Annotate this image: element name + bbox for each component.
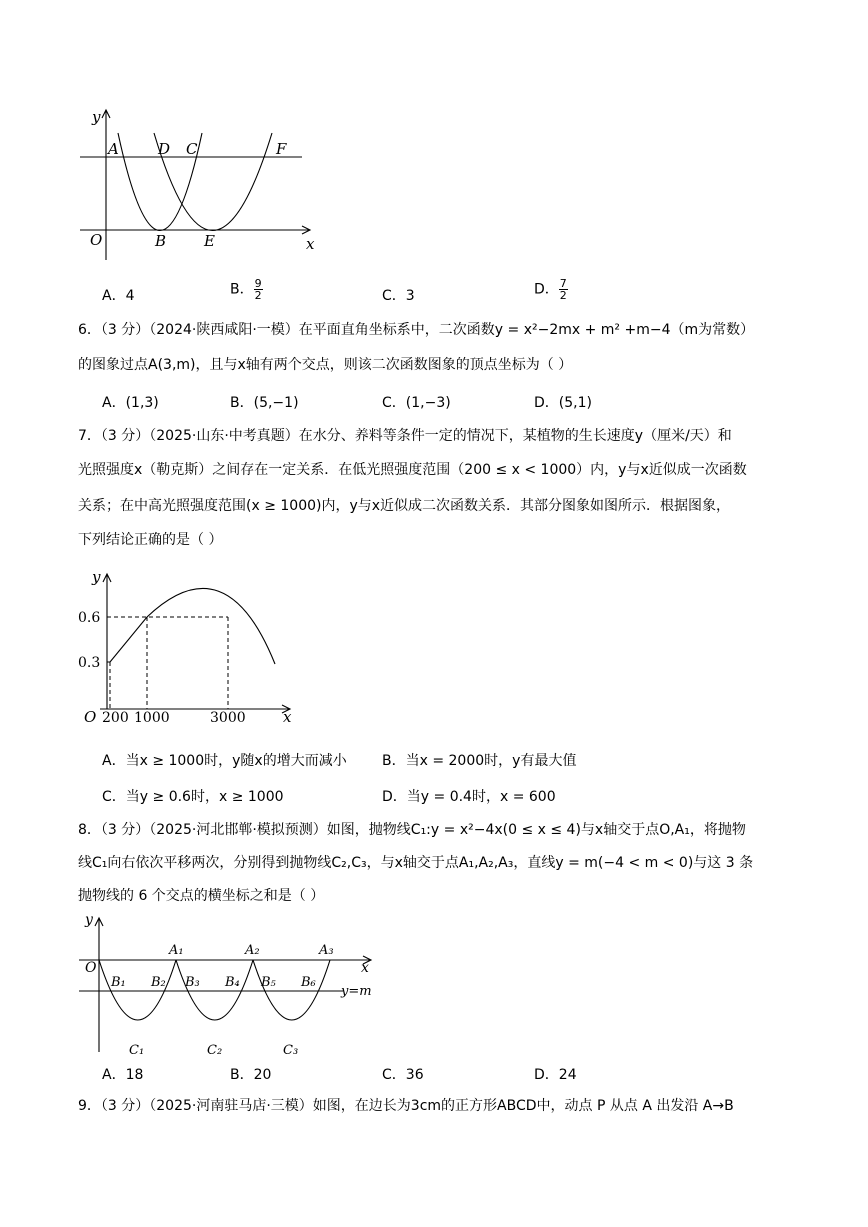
q8-parabolas-figure (75, 910, 385, 1060)
q7-option-b: B．当x = 2000时，y有最大值 (382, 753, 577, 769)
q5-option-c-letter: C． (382, 288, 406, 304)
q8-label-y: y (85, 912, 93, 928)
q5-option-c-text: 3 (405, 288, 415, 304)
q6-line-1: 6．（3 分）（2024·陕西咸阳·一模）在平面直角坐标系中，二次函数y = x²−2mx + m² +m−4（m为常数） (78, 322, 755, 338)
q8-label-O: O (85, 960, 97, 976)
q6-option-c: C．(1,−3) (382, 395, 451, 411)
q7-label-O: O (84, 708, 97, 726)
q8-parabola-c3 (253, 960, 330, 1020)
q5-option-b (230, 278, 263, 301)
q7-option-d: D．当y = 0.4时，x = 600 (382, 789, 556, 805)
q9-line-1: 9．（3 分）（2025·河南驻马店·三模）如图，在边长为3cm的正方形ABCD中，动点 P 从点 A 出发沿 A→B (78, 1098, 734, 1114)
q7-option-a: A．当x ≥ 1000时，y随x的增大而减小 (102, 753, 347, 769)
q8-option-a: A．18 (102, 1067, 144, 1083)
q7-line-4: 下列结论正确的是（ ） (78, 532, 223, 548)
q7-option-c: C．当y ≥ 0.6时，x ≥ 1000 (102, 789, 284, 805)
q8-option-c: C．36 (382, 1067, 424, 1083)
q8-label-A2: A₂ (245, 943, 260, 958)
q8-label-C2: C₂ (207, 1043, 223, 1058)
q5-label-y: y (92, 108, 101, 126)
q7-line-1: 7．（3 分）（2025·山东·中考真题）在水分、养料等条件一定的情况下，某植物的生长速度y（厘米/天）和 (78, 428, 732, 444)
q5-label-E: E (204, 232, 215, 250)
q6-option-d: D．(5,1) (534, 395, 592, 411)
q8-parabola-c2 (176, 960, 253, 1020)
q5-label-F: F (276, 140, 287, 158)
q8-label-C3: C₃ (283, 1043, 299, 1058)
q7-linear-segment (110, 617, 147, 662)
q7-line-2: 光照强度x（勒克斯）之间存在一定关系．在低光照强度范围（200 ≤ x < 1000）内，y与x近似成一次函数 (78, 462, 747, 478)
q8-option-b: B．20 (230, 1067, 272, 1083)
q8-line-3: 抛物线的 6 个交点的横坐标之和是（ ） (78, 888, 325, 904)
q5-option-a-letter: A． (102, 288, 126, 304)
q8-label-A1: A₁ (169, 943, 184, 958)
q5-option-d-letter: D． (534, 281, 559, 298)
q8-label-B6: B₆ (301, 975, 316, 990)
q8-label-B1: B₁ (111, 975, 126, 990)
q8-label-B4: B₄ (225, 975, 240, 990)
q5-label-C: C (186, 140, 198, 158)
q8-option-d: D．24 (534, 1067, 577, 1083)
q6-option-a: A．(1,3) (102, 395, 159, 411)
q6-line-2: 的图象过点A(3,m)，且与x轴有两个交点，则该二次函数图象的顶点坐标为（ ） (78, 357, 573, 373)
q8-label-B2: B₂ (151, 975, 166, 990)
q8-label-x: x (361, 960, 369, 976)
q5-option-d-fraction: $\frac{7}{2}$ (559, 277, 567, 302)
q7-tick-1000: 1000 (134, 710, 170, 726)
q5-option-b-fraction: $\frac{9}{2}$ (254, 277, 262, 302)
q8-label-B3: B₃ (185, 975, 200, 990)
q5-label-A: A (108, 140, 119, 158)
q7-line-3: 关系；在中高光照强度范围(x ≥ 1000)内，y与x近似成二次函数关系．其部分图象如图所示．根据图象， (78, 498, 731, 514)
q7-label-y: y (92, 568, 101, 586)
q8-label-B5: B₅ (261, 975, 276, 990)
q5-label-D: D (158, 140, 171, 158)
q5-option-c (382, 285, 415, 305)
q5-label-B: B (155, 232, 167, 250)
q5-option-b-letter: B． (230, 281, 254, 298)
q7-label-x: x (283, 708, 292, 726)
q5-parabola-2 (154, 133, 272, 231)
q7-tick-3000: 3000 (210, 710, 246, 726)
q5-label-x: x (306, 235, 315, 253)
q7-parabola (147, 588, 275, 664)
q5-parabola-figure (70, 100, 330, 265)
q5-label-O: O (90, 231, 103, 249)
q8-label-y-eq-m: y=m (341, 984, 372, 999)
q8-line-1: 8．（3 分）（2025·河北邯郸·模拟预测）如图，抛物线C₁:y = x²−4x(0 ≤ x ≤ 4)与x轴交于点O,A₁，将抛物 (78, 822, 746, 838)
q5-option-a (102, 285, 135, 305)
q8-label-A3: A₃ (319, 943, 334, 958)
q7-tick-0-6: 0.6 (78, 610, 101, 626)
q7-growth-figure (70, 562, 310, 732)
q5-option-a-text: 4 (125, 288, 135, 304)
q5-option-d (534, 278, 568, 301)
q8-parabola-c1 (99, 960, 176, 1020)
q7-tick-200: 200 (102, 710, 129, 726)
q7-tick-0-3: 0.3 (78, 655, 101, 671)
q8-line-2: 线C₁向右依次平移两次，分别得到抛物线C₂,C₃，与x轴交于点A₁,A₂,A₃，直线y = m(−4 < m < 0)与这 3 条 (78, 855, 754, 871)
q8-label-C1: C₁ (129, 1043, 145, 1058)
q6-option-b: B．(5,−1) (230, 395, 299, 411)
